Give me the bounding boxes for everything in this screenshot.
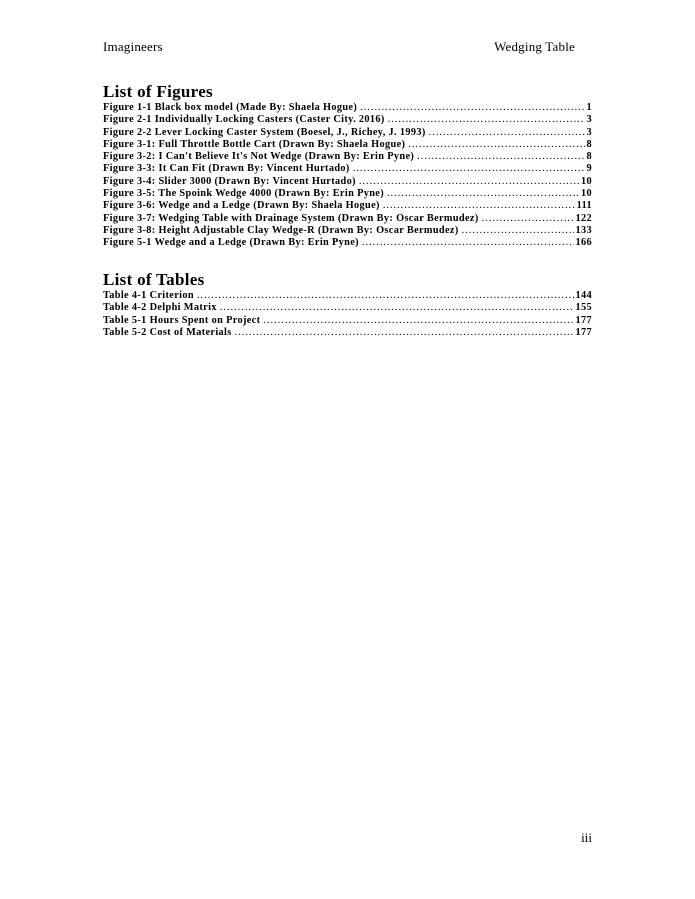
figure-entry[interactable] bbox=[103, 127, 592, 139]
entry-title: Figure 3-2: I Can't Believe It's Not Wedge (Drawn By: Erin Pyne) bbox=[103, 151, 415, 163]
entry-page-number: 8 bbox=[586, 151, 592, 163]
entry-title: Figure 3-6: Wedge and a Ledge (Drawn By: Shaela Hogue) bbox=[103, 200, 380, 212]
figure-entry[interactable] bbox=[103, 213, 592, 225]
dot-leader bbox=[220, 302, 574, 314]
figures-entries bbox=[103, 102, 592, 250]
entry-page-number: 166 bbox=[575, 237, 592, 249]
table-entry[interactable] bbox=[103, 302, 592, 314]
dot-leader bbox=[263, 315, 573, 327]
entry-title: Figure 3-8: Height Adjustable Clay Wedge-R (Drawn By: Oscar Bermudez) bbox=[103, 224, 459, 236]
figure-entry[interactable] bbox=[103, 114, 592, 126]
entry-page-number: 1 bbox=[586, 102, 592, 113]
dot-leader bbox=[362, 237, 574, 249]
figure-entry[interactable] bbox=[103, 176, 592, 188]
figure-entry[interactable] bbox=[103, 237, 592, 249]
entry-page-number: 177 bbox=[575, 314, 592, 326]
list-of-figures bbox=[103, 82, 592, 250]
entry-page-number: 122 bbox=[575, 212, 592, 224]
dot-leader bbox=[408, 139, 584, 151]
figure-entry[interactable] bbox=[103, 102, 592, 114]
entry-title: Figure 2-1 Individually Locking Casters (Caster City. 2016) bbox=[103, 114, 385, 126]
dot-leader bbox=[387, 188, 579, 200]
entry-title: Figure 3-5: The Spoink Wedge 4000 (Drawn By: Erin Pyne) bbox=[103, 188, 384, 200]
entry-title: Table 5-2 Cost of Materials bbox=[103, 326, 232, 338]
dot-leader bbox=[429, 127, 585, 139]
dot-leader bbox=[462, 225, 574, 237]
dot-leader bbox=[360, 102, 584, 114]
table-entry[interactable] bbox=[103, 315, 592, 327]
entry-page-number: 144 bbox=[575, 290, 592, 301]
page-number: iii bbox=[581, 830, 592, 845]
entry-title: Table 4-1 Criterion bbox=[103, 290, 194, 301]
entry-page-number: 10 bbox=[581, 175, 592, 187]
dot-leader bbox=[353, 163, 585, 175]
dot-leader bbox=[388, 114, 585, 126]
header-project: Wedging Table bbox=[494, 39, 575, 54]
entry-page-number: 8 bbox=[586, 138, 592, 150]
entry-title: Figure 1-1 Black box model (Made By: Shaela Hogue) bbox=[103, 102, 358, 113]
figure-entry[interactable] bbox=[103, 163, 592, 175]
figure-entry[interactable] bbox=[103, 225, 592, 237]
entry-page-number: 3 bbox=[586, 126, 592, 138]
figure-entry[interactable] bbox=[103, 188, 592, 200]
table-entry[interactable] bbox=[103, 290, 592, 302]
tables-entries bbox=[103, 290, 592, 339]
figure-entry[interactable] bbox=[103, 151, 592, 163]
dot-leader bbox=[383, 200, 575, 212]
dot-leader bbox=[359, 176, 579, 188]
dot-leader bbox=[235, 327, 574, 339]
entry-page-number: 10 bbox=[581, 188, 592, 200]
table-entry[interactable] bbox=[103, 327, 592, 339]
figures-heading: List of Figures bbox=[103, 82, 213, 101]
entry-page-number: 9 bbox=[586, 163, 592, 175]
entry-page-number: 155 bbox=[575, 302, 592, 314]
entry-title: Figure 3-4: Slider 3000 (Drawn By: Vincent Hurtado) bbox=[103, 175, 356, 187]
figure-entry[interactable] bbox=[103, 139, 592, 151]
entry-title: Table 4-2 Delphi Matrix bbox=[103, 302, 217, 314]
entry-title: Figure 5-1 Wedge and a Ledge (Drawn By: Erin Pyne) bbox=[103, 237, 359, 249]
entry-title: Figure 3-7: Wedging Table with Drainage System (Drawn By: Oscar Bermudez) bbox=[103, 212, 479, 224]
entry-page-number: 111 bbox=[576, 200, 592, 212]
entry-title: Table 5-1 Hours Spent on Project bbox=[103, 314, 261, 326]
dot-leader bbox=[417, 151, 584, 163]
dot-leader bbox=[197, 290, 574, 302]
entry-page-number: 133 bbox=[575, 224, 592, 236]
entry-page-number: 3 bbox=[586, 114, 592, 126]
tables-heading: List of Tables bbox=[103, 270, 205, 289]
figure-entry[interactable] bbox=[103, 200, 592, 212]
entry-title: Figure 3-1: Full Throttle Bottle Cart (Drawn By: Shaela Hogue) bbox=[103, 138, 406, 150]
list-of-tables bbox=[103, 270, 592, 339]
dot-leader bbox=[482, 213, 574, 225]
header-org: Imagineers bbox=[103, 39, 163, 54]
entry-title: Figure 2-2 Lever Locking Caster System (Boesel, J., Richey, J. 1993) bbox=[103, 126, 426, 138]
entry-page-number: 177 bbox=[575, 326, 592, 338]
entry-title: Figure 3-3: It Can Fit (Drawn By: Vincent Hurtado) bbox=[103, 163, 350, 175]
